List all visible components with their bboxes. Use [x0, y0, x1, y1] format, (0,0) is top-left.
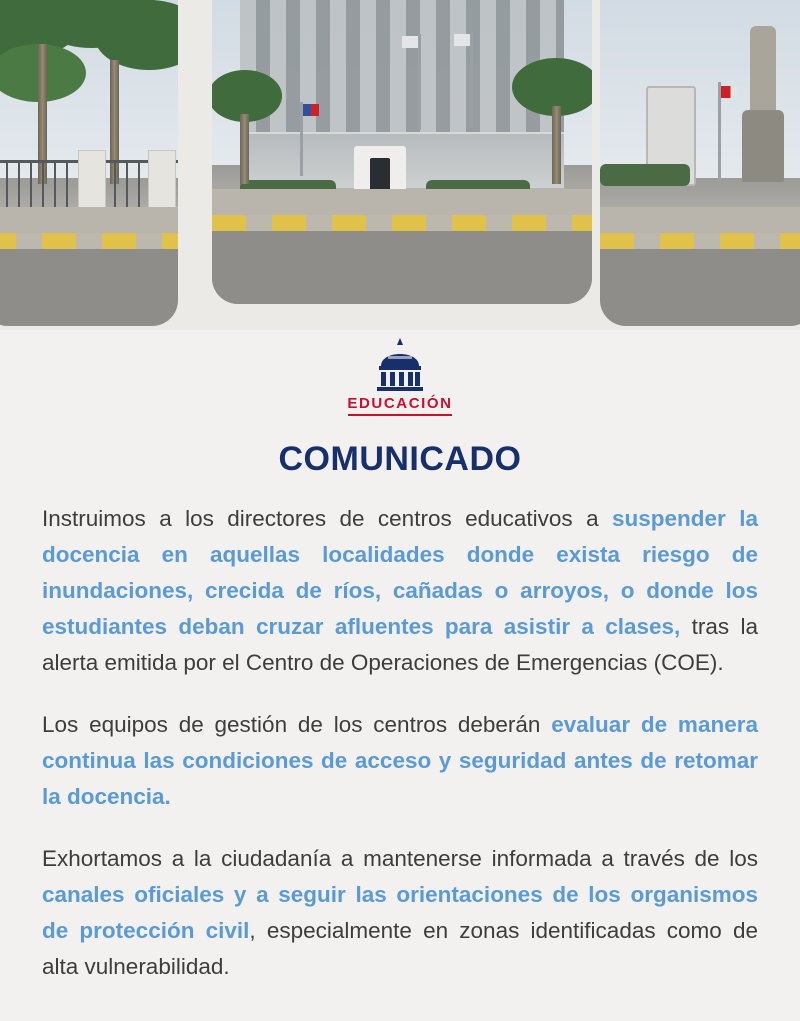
- logo-divider: [348, 414, 452, 416]
- highlighted-text: suspender la docencia en aquellas localidades donde exista riesgo de inundaciones, crecida de ríos, cañadas o arroyos, o donde los estudiantes deban cruzar afluentes para asistir a clases,: [42, 506, 758, 639]
- statue-pedestal: [742, 110, 784, 182]
- hedge: [600, 164, 690, 186]
- paragraph: [42, 841, 758, 985]
- paragraph: [42, 501, 758, 681]
- road: [212, 231, 592, 304]
- yellow-curb: [0, 233, 178, 249]
- ministry-logo: [0, 336, 800, 416]
- flag-icon: [402, 36, 418, 48]
- yellow-curb: [212, 215, 592, 231]
- dome-logo-icon: [0, 336, 800, 394]
- page-title: COMUNICADO: [278, 440, 522, 478]
- flagpole: [470, 32, 473, 128]
- highlighted-text: evaluar de manera continua las condiciones de acceso y seguridad antes de retomar la docencia.: [42, 712, 758, 809]
- statue: [750, 26, 776, 112]
- facade-columns: [240, 0, 564, 132]
- organization-name: EDUCACIÓN: [347, 395, 453, 412]
- flag-icon: [721, 86, 737, 98]
- photo-left: [0, 0, 178, 326]
- plain-text: Instruimos a los directores de centros educativos a: [42, 506, 613, 531]
- flagpole: [418, 34, 421, 130]
- flag-icon: [454, 34, 470, 46]
- road: [600, 249, 800, 326]
- flag-icon: [303, 104, 319, 116]
- highlighted-text: canales oficiales y a seguir las orientaciones de los organismos de protección civil: [42, 882, 758, 943]
- plain-text: Los equipos de gestión de los centros deberán: [42, 712, 552, 737]
- photo-right: [600, 0, 800, 326]
- announcement-body: [0, 501, 800, 985]
- yellow-curb: [600, 233, 800, 249]
- photo-center: [212, 0, 592, 304]
- photo-banner: [0, 0, 800, 330]
- palm-trunk: [240, 114, 249, 184]
- road: [0, 249, 178, 326]
- palm-trunk: [552, 106, 561, 184]
- plain-text: , especialmente en zonas identificadas como de alta vulnerabilidad.: [42, 918, 758, 979]
- plain-text: tras la alerta emitida por el Centro de Operaciones de Emergencias (COE).: [42, 614, 758, 675]
- plain-text: Exhortamos a la ciudadanía a mantenerse informada a través de los: [42, 846, 758, 871]
- paragraph: [42, 707, 758, 815]
